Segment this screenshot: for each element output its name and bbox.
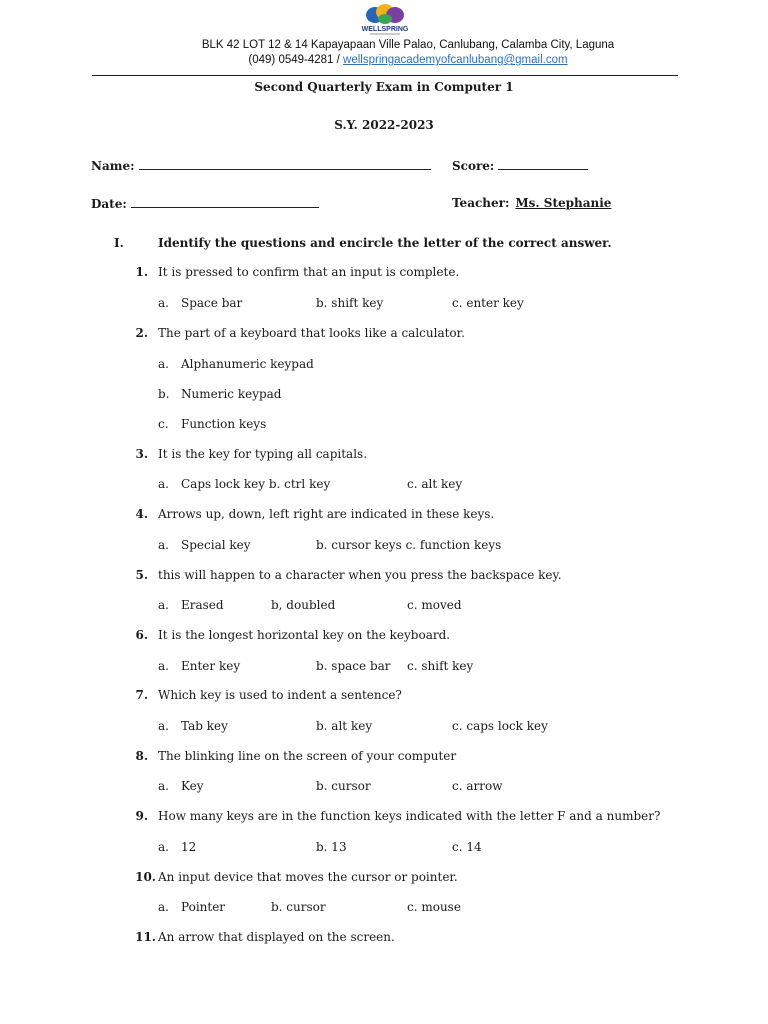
question-text: How many keys are in the function keys indicated with the letter F and a number? — [158, 809, 661, 823]
option-letter[interactable]: a. — [158, 538, 169, 552]
option-b[interactable]: b. space bar — [316, 659, 391, 673]
option-letter[interactable]: c. — [158, 417, 169, 431]
option-b-c[interactable]: b. cursor keys c. function keys — [316, 538, 502, 552]
option-a[interactable]: 12 — [181, 840, 197, 854]
teacher-name: Ms. Stephanie — [515, 196, 612, 210]
date-label: Date: — [91, 197, 127, 211]
option-a[interactable]: Pointer — [181, 900, 226, 914]
section-instruction: Identify the questions and encircle the letter of the correct answer. — [158, 236, 612, 250]
option-letter[interactable]: b. — [158, 387, 170, 401]
logo-wordmark: WELLSPRING — [361, 26, 409, 33]
school-contact — [0, 54, 768, 66]
name-field — [91, 158, 431, 173]
option-c[interactable]: c. moved — [407, 598, 462, 612]
question-number: 11. — [135, 930, 156, 944]
option-c[interactable]: c. mouse — [407, 900, 461, 914]
option-letter[interactable]: a. — [158, 296, 169, 310]
question-text: this will happen to a character when you press the backspace key. — [158, 568, 562, 582]
option-a-b[interactable]: Caps lock key b. ctrl key — [181, 477, 331, 491]
option-a[interactable]: Erased — [181, 598, 224, 612]
option-c[interactable]: c. enter key — [452, 296, 524, 310]
option-letter[interactable]: a. — [158, 900, 169, 914]
question-number: 3. — [135, 447, 148, 461]
header-divider — [92, 75, 678, 76]
option-c[interactable]: c. caps lock key — [452, 719, 548, 733]
question-number: 6. — [135, 628, 148, 642]
question-number: 9. — [135, 809, 148, 823]
name-blank[interactable] — [139, 158, 431, 170]
date-field — [91, 196, 319, 211]
name-label: Name: — [91, 159, 135, 173]
question-text: An arrow that displayed on the screen. — [158, 930, 395, 944]
school-logo — [360, 3, 410, 37]
teacher-label: Teacher: — [452, 196, 510, 210]
score-label: Score: — [452, 159, 495, 173]
option-c[interactable]: c. 14 — [452, 840, 482, 854]
section-numeral: I. — [114, 236, 124, 250]
option-letter[interactable]: a. — [158, 840, 169, 854]
option-b[interactable]: b. shift key — [316, 296, 384, 310]
question-text: The part of a keyboard that looks like a calculator. — [158, 326, 465, 340]
option-a[interactable]: Tab key — [181, 719, 228, 733]
question-text: It is the longest horizontal key on the keyboard. — [158, 628, 451, 642]
question-text: The blinking line on the screen of your computer — [158, 749, 457, 763]
option-b[interactable]: b. 13 — [316, 840, 347, 854]
question-text: Arrows up, down, left right are indicated in these keys. — [158, 507, 495, 521]
question-text: An input device that moves the cursor or pointer. — [158, 870, 458, 884]
option-b[interactable]: b. alt key — [316, 719, 373, 733]
option-a[interactable]: Alphanumeric keypad — [181, 357, 314, 371]
option-b[interactable]: b. cursor — [271, 900, 326, 914]
question-number: 10. — [135, 870, 156, 884]
school-address: BLK 42 LOT 12 & 14 Kapayapaan Ville Palao, Canlubang, Calamba City, Laguna — [201, 39, 615, 51]
school-email-link[interactable]: wellspringacademyofcanlubang@gmail.com — [343, 54, 568, 66]
option-a[interactable]: Special key — [181, 538, 251, 552]
question-text: Which key is used to indent a sentence? — [158, 688, 402, 702]
score-blank[interactable] — [498, 158, 588, 170]
option-c[interactable]: c. arrow — [452, 779, 503, 793]
option-letter[interactable]: a. — [158, 719, 169, 733]
option-c[interactable]: c. shift key — [407, 659, 474, 673]
school-year: S.Y. 2022-2023 — [334, 118, 434, 132]
question-text: It is pressed to confirm that an input is complete. — [158, 265, 460, 279]
option-letter[interactable]: a. — [158, 598, 169, 612]
option-c[interactable]: c. alt key — [407, 477, 463, 491]
question-number: 8. — [135, 749, 148, 763]
date-blank[interactable] — [131, 196, 319, 208]
option-a[interactable]: Enter key — [181, 659, 241, 673]
question-number: 1. — [135, 265, 148, 279]
option-letter[interactable]: a. — [158, 357, 169, 371]
option-a[interactable]: Key — [181, 779, 204, 793]
option-b[interactable]: b, doubled — [271, 598, 336, 612]
school-phone: (049) 0549-4281 / — [248, 54, 344, 66]
question-number: 5. — [135, 568, 148, 582]
question-number: 7. — [135, 688, 148, 702]
option-letter[interactable]: a. — [158, 477, 169, 491]
exam-title: Second Quarterly Exam in Computer 1 — [254, 80, 514, 94]
score-field — [452, 158, 588, 173]
option-b[interactable]: Numeric keypad — [181, 387, 282, 401]
question-number: 4. — [135, 507, 148, 521]
option-c[interactable]: Function keys — [181, 417, 267, 431]
option-a[interactable]: Space bar — [181, 296, 243, 310]
teacher-field — [452, 196, 611, 210]
option-b[interactable]: b. cursor — [316, 779, 371, 793]
question-text: It is the key for typing all capitals. — [158, 447, 368, 461]
question-number: 2. — [135, 326, 148, 340]
option-letter[interactable]: a. — [158, 779, 169, 793]
option-letter[interactable]: a. — [158, 659, 169, 673]
